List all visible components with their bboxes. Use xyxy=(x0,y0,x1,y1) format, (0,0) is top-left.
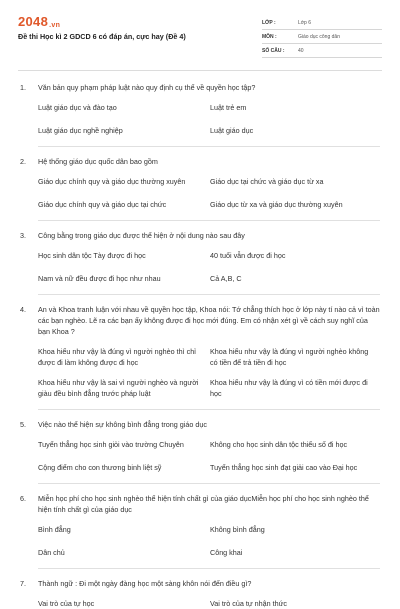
option-b[interactable]: Giáo dục tại chức và giáo dục từ xa xyxy=(210,177,324,186)
question-divider xyxy=(38,146,380,147)
option-c[interactable]: Dân chủ xyxy=(38,548,65,557)
question-divider xyxy=(38,220,380,221)
option-c[interactable]: Nam và nữ đều được đi học như nhau xyxy=(38,274,161,283)
option-b[interactable]: Vai trò của tự nhận thức xyxy=(210,599,288,608)
meta-question-count: SỐ CÂU : 40 xyxy=(262,44,382,58)
question-divider xyxy=(38,483,380,484)
option-a[interactable]: Luật giáo dục và đào tạo xyxy=(38,103,117,112)
option-d[interactable]: Luật giáo dục xyxy=(210,126,254,135)
question-2 xyxy=(20,156,380,221)
question-number: 5. xyxy=(20,420,26,429)
option-a[interactable]: Giáo dục chính quy và giáo dục thường xuyên xyxy=(38,177,186,186)
option-b[interactable]: Khoa hiểu như vậy là đúng vì người nghèo không có tiền để trả tiền đi học xyxy=(210,347,369,367)
question-7 xyxy=(20,578,380,609)
option-d[interactable]: Cả A,B, C xyxy=(210,274,242,283)
page-title: Đề thi Học kì 2 GDCD 6 có đáp án, cực hay (Đề 4) xyxy=(18,32,186,41)
question-number: 6. xyxy=(20,494,26,503)
option-d[interactable]: Tuyển thẳng học sinh đạt giải cao vào Đại học xyxy=(210,463,358,472)
question-divider xyxy=(38,568,380,569)
option-d[interactable]: Khoa hiểu như vậy là đúng vì có tiền mới được đi học xyxy=(210,378,368,398)
option-b[interactable]: 40 tuổi vẫn được đi học xyxy=(210,251,286,260)
header-divider xyxy=(18,70,382,71)
option-d[interactable]: Công khai xyxy=(210,548,243,557)
site-logo[interactable]: 2048.vn xyxy=(18,14,61,29)
exam-meta xyxy=(262,16,382,58)
question-4 xyxy=(20,304,380,410)
option-a[interactable]: Học sinh dân tộc Tày được đi học xyxy=(38,251,146,260)
question-number: 3. xyxy=(20,231,26,240)
option-d[interactable]: Giáo dục từ xa và giáo dục thường xuyên xyxy=(210,200,343,209)
option-a[interactable]: Vai trò của tự học xyxy=(38,599,95,608)
question-number: 4. xyxy=(20,305,26,314)
question-divider xyxy=(38,294,380,295)
option-c[interactable]: Giáo dục chính quy và giáo dục tại chức xyxy=(38,200,167,209)
question-5 xyxy=(20,419,380,484)
meta-class: LỚP : Lớp 6 xyxy=(262,16,382,30)
question-divider xyxy=(38,409,380,410)
question-text: An và Khoa tranh luận với nhau về quyền học tập, Khoa nói: Tớ chẳng thích học ở lớp này tí nào cả vì toàn các bạn nghèo. Lẽ ra các bạn ấy không được đi học mới đúng. Em có nhận xét gì về cách suy nghĩ của bạn Khoa ? xyxy=(38,305,380,336)
option-b[interactable]: Không cho học sinh dân tộc thiểu số đi học xyxy=(210,440,348,449)
question-number: 7. xyxy=(20,579,26,588)
meta-subject: MÔN : Giáo dục công dân xyxy=(262,30,382,44)
question-list xyxy=(20,82,380,609)
option-a[interactable]: Khoa hiểu như vậy là đúng vì người nghèo thì chỉ được đi làm không được đi học xyxy=(38,347,196,367)
question-3 xyxy=(20,230,380,295)
question-number: 2. xyxy=(20,157,26,166)
option-c[interactable]: Khoa hiểu như vậy là sai vì người nghèo và người giàu đều bình đẳng trước pháp luật xyxy=(38,378,199,398)
option-b[interactable]: Luật trẻ em xyxy=(210,103,247,112)
question-6 xyxy=(20,493,380,569)
question-number: 1. xyxy=(20,83,26,92)
option-c[interactable]: Cộng điểm cho con thương binh liệt sỹ xyxy=(38,463,162,472)
option-b[interactable]: Không bình đẳng xyxy=(210,525,265,534)
header xyxy=(18,14,382,64)
question-text: Việc nào thể hiện sự không bình đẳng trong giáo dục xyxy=(38,420,207,429)
question-text: Công bằng trong giáo dục được thể hiện ở nội dung nào sau đây xyxy=(38,231,245,240)
question-text: Miễn học phí cho học sinh nghèo thể hiện tính chất gì của giáo dụcMiễn học phí cho học sinh nghèo thể hiện tính chất gì của giáo dục xyxy=(38,494,369,514)
option-c[interactable]: Luật giáo dục nghề nghiệp xyxy=(38,126,123,135)
question-text: Văn bản quy phạm pháp luật nào quy định cụ thể về quyền học tập? xyxy=(38,83,256,92)
option-a[interactable]: Tuyển thẳng học sinh giỏi vào trường Chuyên xyxy=(38,440,184,449)
question-1 xyxy=(20,82,380,147)
option-a[interactable]: Bình đẳng xyxy=(38,525,71,534)
question-text: Hệ thống giáo dục quốc dân bao gồm xyxy=(38,157,158,166)
question-text: Thành ngữ : Đi một ngày đàng học một sàng khôn nói đến điều gì? xyxy=(38,579,252,588)
